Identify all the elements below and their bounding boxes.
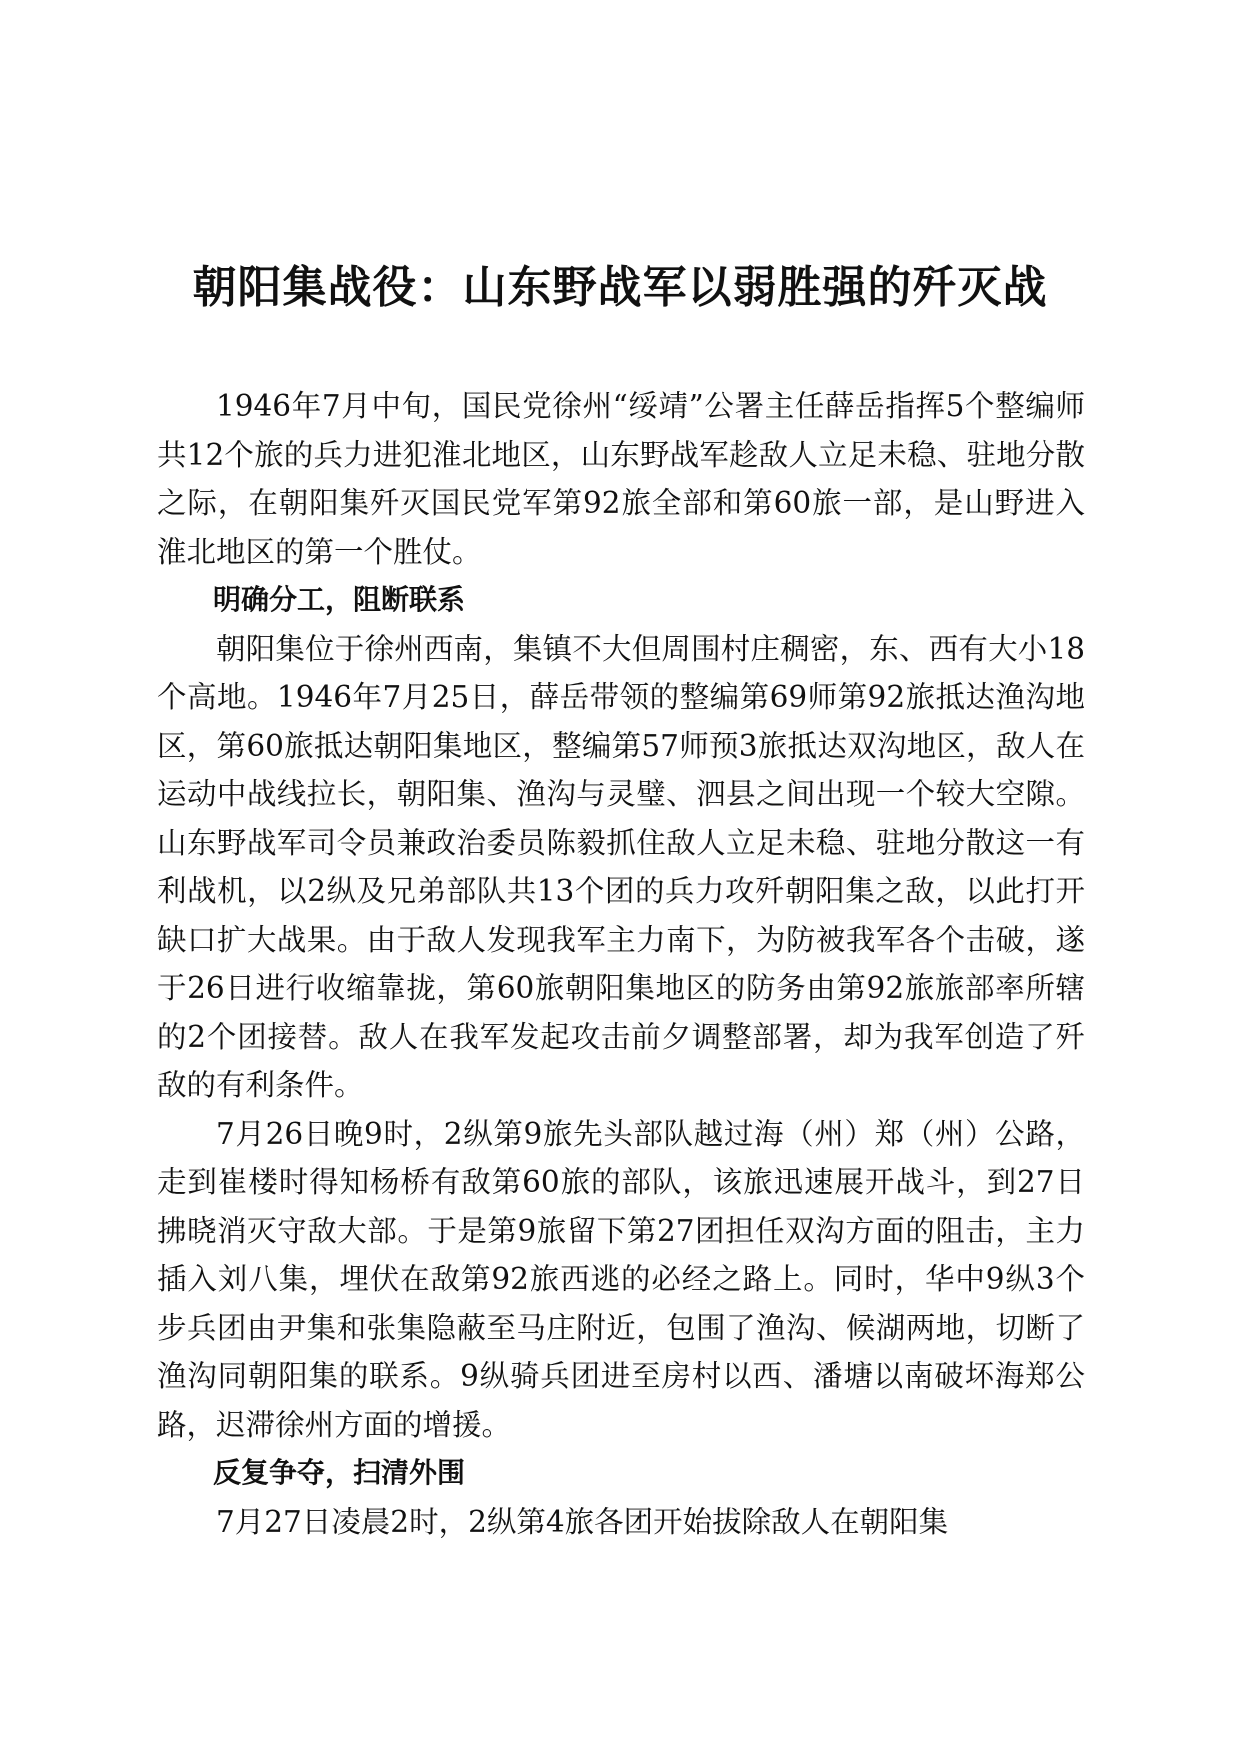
section1-paragraph-1: 朝阳集位于徐州西南，集镇不大但周围村庄稠密，东、西有大小18个高地。1946年7月25日，薛岳带领的整编第69师第92旅抵达渔沟地区，第60旅抵达朝阳集地区，整编第57师预3旅抵达双沟地区，敌人在运动中战线拉长，朝阳集、渔沟与灵璧、泗县之间出现一个较大空隙。山东野战军司令员兼政治委员陈毅抓住敌人立足未稳、驻地分散这一有利战机，以2纵及兄弟部队共13个团的兵力攻歼朝阳集之敌，以此打开缺口扩大战果。由于敌人发现我军主力南下，为防被我军各个击破，遂于26日进行收缩靠拢，第60旅朝阳集地区的防务由第92旅旅部率所辖的2个团接替。敌人在我军发起攻击前夕调整部署，却为我军创造了歼敌的有利条件。 — [157, 631, 1085, 1102]
article-title: 朝阳集战役：山东野战军以弱胜强的歼灭战 — [192, 262, 1048, 313]
intro-paragraph: 1946年7月中旬，国民党徐州“绥靖”公署主任薛岳指挥5个整编师共12个旅的兵力进犯淮北地区，山东野战军趁敌人立足未稳、驻地分散之际，在朝阳集歼灭国民党军第92旅全部和第60旅一部，是山野进入淮北地区的第一个胜仗。 — [157, 389, 1085, 569]
section-heading-2: 反复争夺，扫清外围 — [213, 1456, 466, 1489]
section2-paragraph-1: 7月27日凌晨2时，2纵第4旅各团开始拔除敌人在朝阳集 — [216, 1504, 949, 1539]
section1-paragraph-2: 7月26日晚9时，2纵第9旅先头部队越过海（州）郑（州）公路，走到崔楼时得知杨桥有敌第60旅的部队，该旅迅速展开战斗，到27日拂晓消灭守敌大部。于是第9旅留下第27团担任双沟方面的阻击，主力插入刘八集，埋伏在敌第92旅西逃的必经之路上。同时，华中9纵3个步兵团由尹集和张集隐蔽至马庄附近，包围了渔沟、候湖两地，切断了渔沟同朝阳集的联系。9纵骑兵团进至房村以西、潘塘以南破坏海郑公路，迟滞徐州方面的增援。 — [157, 1116, 1085, 1442]
section-heading-1: 明确分工，阻断联系 — [213, 583, 466, 616]
article-body — [157, 382, 1085, 1546]
